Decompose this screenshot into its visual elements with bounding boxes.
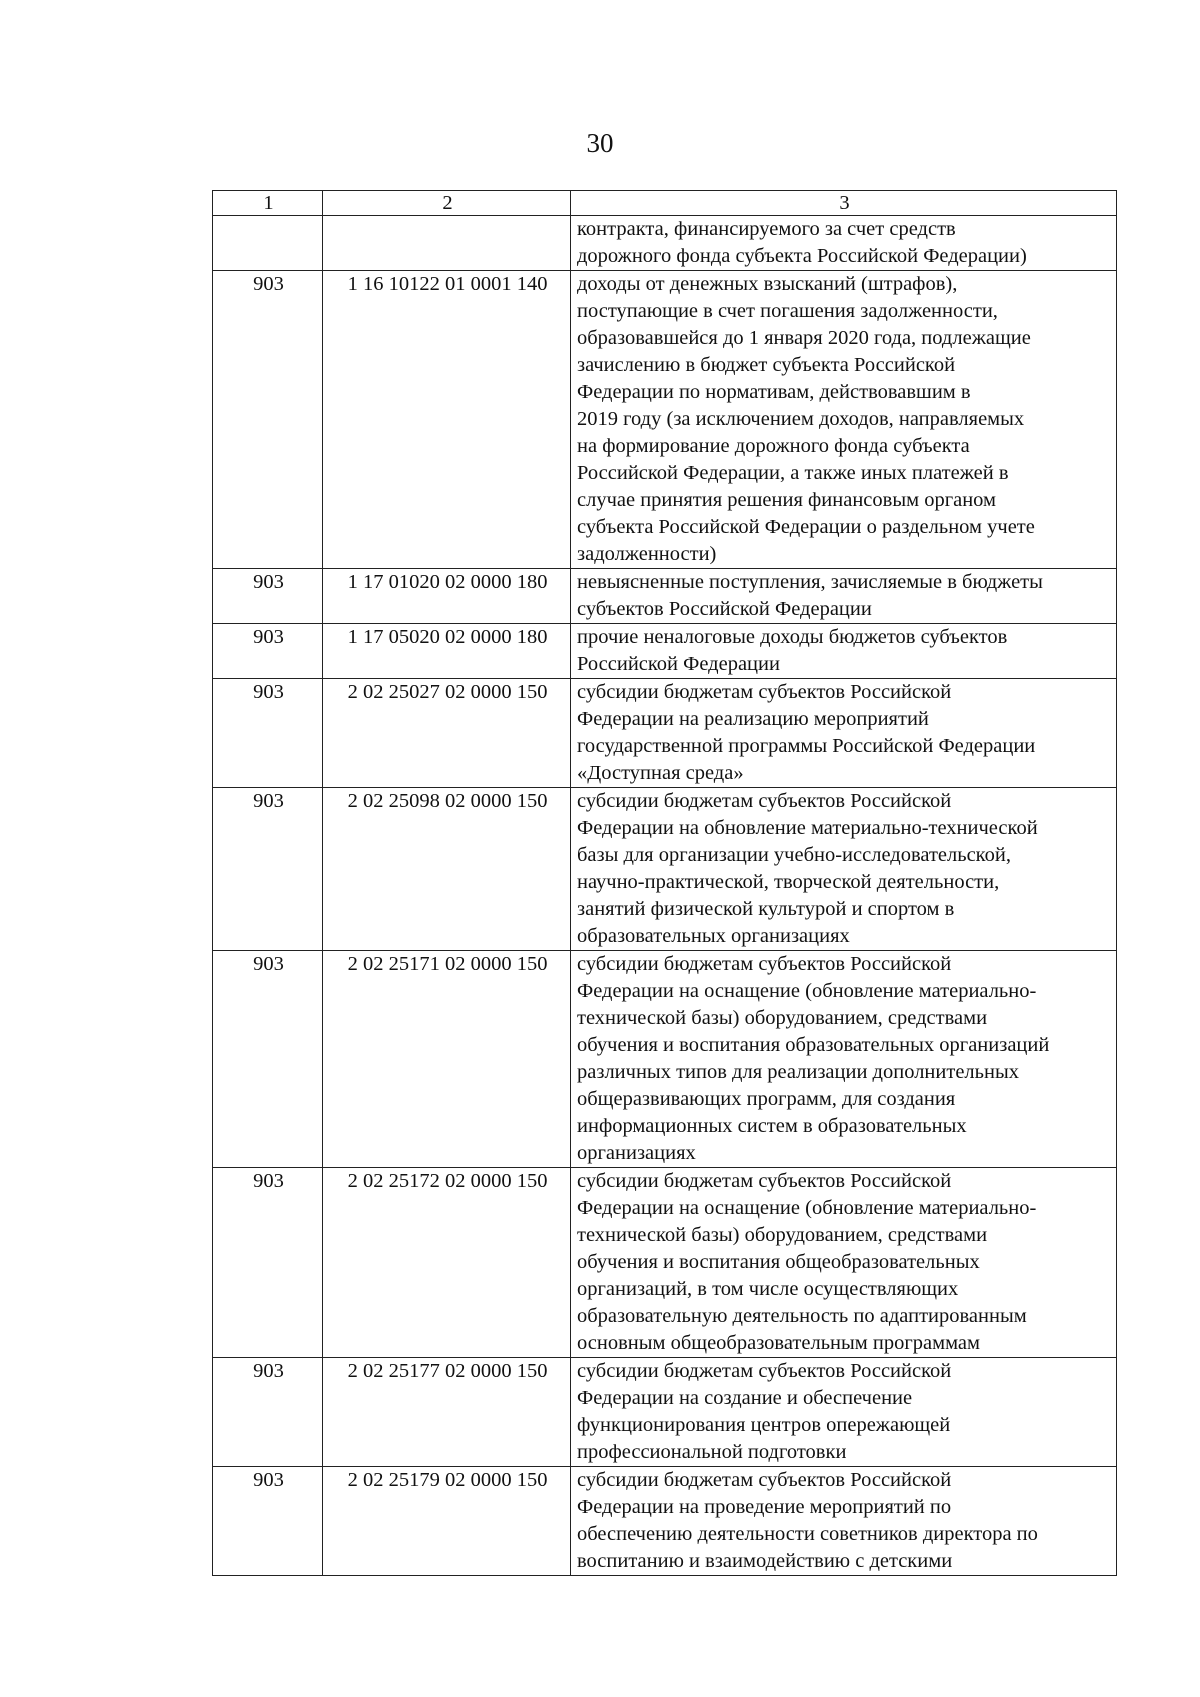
description-line: Федерации на оснащение (обновление материально- (577, 1197, 1037, 1219)
admin-code-cell: 903 (213, 1358, 323, 1467)
budget-classification-code-cell: 2 02 25177 02 0000 150 (323, 1358, 571, 1467)
description-line: задолженности) (577, 543, 717, 565)
table-row (213, 679, 1117, 788)
description-line: Федерации на проведение мероприятий по (577, 1496, 952, 1518)
description-line: субъектов Российской Федерации (577, 598, 872, 620)
description-line: функционирования центров опережающей (577, 1414, 951, 1436)
description-line: образовательных организациях (577, 925, 850, 947)
admin-code-cell: 903 (213, 1168, 323, 1358)
description-line: воспитанию и взаимодействию с детскими (577, 1550, 953, 1572)
description-line: зачислению в бюджет субъекта Российской (577, 354, 956, 376)
description-line: Федерации на создание и обеспечение (577, 1387, 913, 1409)
description-line: Федерации на реализацию мероприятий (577, 708, 929, 730)
revenue-description-cell (571, 951, 1117, 1168)
description-line: Федерации по нормативам, действовавшим в (577, 381, 971, 403)
budget-classification-code-cell: 2 02 25172 02 0000 150 (323, 1168, 571, 1358)
description-line: занятий физической культурой и спортом в (577, 898, 955, 920)
header-row (213, 191, 1117, 216)
description-line: научно-практической, творческой деятельности, (577, 871, 1000, 893)
description-line: обучения и воспитания общеобразовательных (577, 1251, 980, 1273)
description-line: 2019 году (за исключением доходов, направляемых (577, 408, 1025, 430)
description-line: «Доступная среда» (577, 762, 744, 784)
description-line: субъекта Российской Федерации о раздельном учете (577, 516, 1035, 538)
description-line: Российской Федерации, а также иных платежей в (577, 462, 1009, 484)
revenue-description-cell (571, 679, 1117, 788)
description-line: поступающие в счет погашения задолженности, (577, 300, 998, 322)
budget-classification-code-cell: 2 02 25179 02 0000 150 (323, 1467, 571, 1576)
description-line: различных типов для реализации дополнительных (577, 1061, 1019, 1083)
description-line: организаций, в том числе осуществляющих (577, 1278, 959, 1300)
description-line: контракта, финансируемого за счет средств (577, 218, 956, 240)
budget-classification-code-cell (323, 216, 571, 271)
budget-classification-code-cell: 2 02 25171 02 0000 150 (323, 951, 571, 1168)
budget-classification-code-cell: 1 17 01020 02 0000 180 (323, 569, 571, 624)
table-row (213, 1358, 1117, 1467)
description-line: обучения и воспитания образовательных организаций (577, 1034, 1050, 1056)
description-line: прочие неналоговые доходы бюджетов субъектов (577, 626, 1008, 648)
description-line: технической базы) оборудованием, средствами (577, 1007, 988, 1029)
table-header (213, 191, 1117, 216)
description-line: субсидии бюджетам субъектов Российской (577, 681, 952, 703)
revenue-description-cell (571, 1467, 1117, 1576)
description-line: обеспечению деятельности советников директора по (577, 1523, 1038, 1545)
budget-classification-code-cell: 1 17 05020 02 0000 180 (323, 624, 571, 679)
description-line: субсидии бюджетам субъектов Российской (577, 1170, 952, 1192)
revenue-description-cell (571, 1358, 1117, 1467)
table-row (213, 951, 1117, 1168)
header-col-3: 3 (571, 191, 1117, 216)
page-number: 30 (586, 128, 614, 158)
table-row (213, 216, 1117, 271)
description-line: технической базы) оборудованием, средствами (577, 1224, 988, 1246)
description-line: Российской Федерации (577, 653, 780, 675)
admin-code-cell: 903 (213, 679, 323, 788)
description-line: субсидии бюджетам субъектов Российской (577, 1360, 952, 1382)
table-row (213, 569, 1117, 624)
description-line: субсидии бюджетам субъектов Российской (577, 790, 952, 812)
description-line: Федерации на обновление материально-технической (577, 817, 1038, 839)
revenue-description-cell (571, 271, 1117, 569)
budget-classification-code-cell: 2 02 25098 02 0000 150 (323, 788, 571, 951)
budget-classification-code-cell: 2 02 25027 02 0000 150 (323, 679, 571, 788)
admin-code-cell: 903 (213, 788, 323, 951)
header-col-2: 2 (323, 191, 571, 216)
description-line: случае принятия решения финансовым органом (577, 489, 997, 511)
description-line: доходы от денежных взысканий (штрафов), (577, 273, 958, 295)
admin-code-cell (213, 216, 323, 271)
admin-code-cell: 903 (213, 569, 323, 624)
description-line: организациях (577, 1142, 696, 1164)
revenue-codes-table (212, 190, 1117, 1576)
description-line: профессиональной подготовки (577, 1441, 847, 1463)
description-line: образовавшейся до 1 января 2020 года, подлежащие (577, 327, 1031, 349)
description-line: дорожного фонда субъекта Российской Федерации) (577, 245, 1027, 267)
table-row (213, 1467, 1117, 1576)
description-line: невыясненные поступления, зачисляемые в бюджеты (577, 571, 1043, 593)
description-line: субсидии бюджетам субъектов Российской (577, 953, 952, 975)
description-line: государственной программы Российской Федерации (577, 735, 1036, 757)
revenue-description-cell (571, 788, 1117, 951)
budget-classification-code-cell: 1 16 10122 01 0001 140 (323, 271, 571, 569)
revenue-description-cell (571, 569, 1117, 624)
description-line: на формирование дорожного фонда субъекта (577, 435, 970, 457)
revenue-description-cell (571, 624, 1117, 679)
revenue-description-cell (571, 1168, 1117, 1358)
description-line: субсидии бюджетам субъектов Российской (577, 1469, 952, 1491)
header-col-1: 1 (213, 191, 323, 216)
description-line: общеразвивающих программ, для создания (577, 1088, 956, 1110)
table-row (213, 1168, 1117, 1358)
description-line: информационных систем в образовательных (577, 1115, 967, 1137)
table-body (213, 216, 1117, 1576)
admin-code-cell: 903 (213, 271, 323, 569)
description-line: основным общеобразовательным программам (577, 1332, 980, 1354)
admin-code-cell: 903 (213, 951, 323, 1168)
table-row (213, 271, 1117, 569)
admin-code-cell: 903 (213, 624, 323, 679)
description-line: базы для организации учебно-исследовательской, (577, 844, 1011, 866)
description-line: Федерации на оснащение (обновление материально- (577, 980, 1037, 1002)
table-row (213, 788, 1117, 951)
description-line: образовательную деятельность по адаптированным (577, 1305, 1027, 1327)
table-row (213, 624, 1117, 679)
admin-code-cell: 903 (213, 1467, 323, 1576)
revenue-description-cell (571, 216, 1117, 271)
